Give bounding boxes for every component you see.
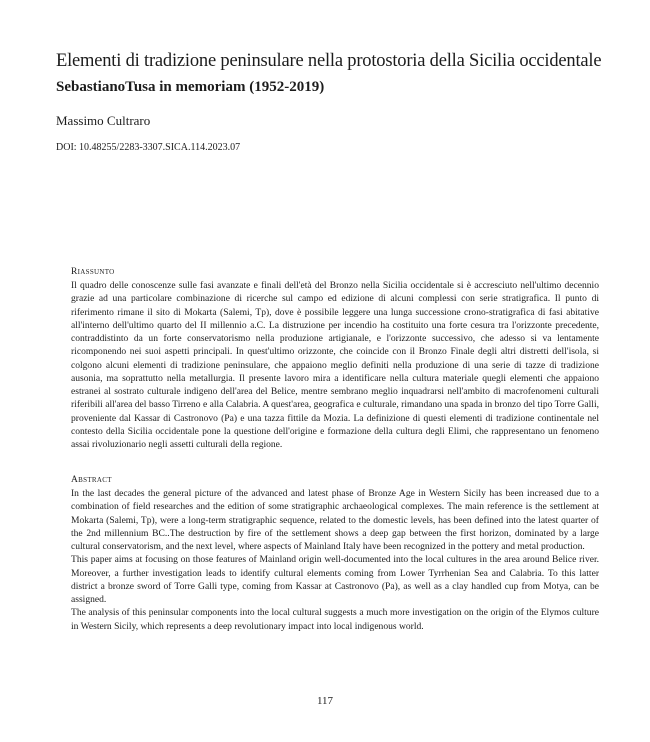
riassunto-text: Il quadro delle conoscenze sulle fasi avanzate e finali dell'età del Bronzo nella Sicilia occidentale si è accresciuto nell'ultimo decennio grazie ad una particolare combinazione di ricerche sul campo ed edizione di alcuni complessi con serie stratigrafica. Il punto di riferimento rimane il sito di Mokarta (Salemi, Tp), dove è possibile leggere una lunga successione crono-stratigrafica di fasi abitative all'interno dell'ultimo quarto del II millennio a.C. La distruzione per incendio ha costituito una forte cesura tra l'orizzonte precedente, contraddistinto da un forte conservatorismo nella produzione artigianale, e l'orizzonte successivo, che adesso si va lentamente ricomponendo nei suoi aspetti principali. In quest'ultimo orizzonte, che coincide con il Bronzo Finale degli altri distretti dell'isola, si colgono alcuni elementi di tradizione peninsulare, che appaiono meglio definiti nella produzione di una serie di tazze di tradizione ausonia, ma soprattutto nella metallurgia. Il presente lavoro mira a identificare nella cultura materiale quegli elementi che appaiono estranei al sostrato culturale indigeno dell'area del Belice, mentre sembrano meglio inquadrarsi nell'ambito di macrofenomeni culturali riferibili all'area del basso Tirreno e alla Calabria. A quest'area, geografica e culturale, rimandano una spada in bronzo del tipo Torre Galli, proveniente dal Kassar di Castronovo (Pa) e una tazza fittile da Mozia. La definizione di questi elementi di tradizione continentale nel contesto della Sicilia occidentale pone la questione dell'origine e formazione della cultura degli Elimi, che rappresentano un fenomeno assai rivoluzionario negli assetti culturali della regione. [71,280,599,450]
doi-identifier: DOI: 10.48255/2283-3307.SICA.114.2023.07 [56,142,241,153]
abstract-heading: Abstract [71,475,112,485]
abstract-paragraph: In the last decades the general picture of the advanced and latest phase of Bronze Age in Western Sicily has been increased due to a combination of field researches and the edition of some stratigraphic archaeological complexes. The main reference is the settlement at Mokarta (Salemi, Tp), were a long-term stratigraphic sequence, related to the domestic levels, has been defined into the latest quarter of the 2nd millennium BC..The destruction by fire of the settlement shows a deep gap between the first horizon, dominated by a large cultural conservatorism, and the next level, where aspects of Mainland Italy have been recognized in the pottery and metal production. [71,488,599,552]
riassunto-section [71,266,599,451]
riassunto-heading: Riassunto [71,267,115,277]
abstract-paragraph: The analysis of this peninsular components into the local cultural suggests a much more investigation on the origin of the Elymos culture in Western Sicily, which represents a deep revolutionary impact into local indigenous world. [71,607,599,632]
article-title: Elementi di tradizione peninsulare nella protostoria della Sicilia occidentale [56,51,602,71]
abstract-paragraph: This paper aims at focusing on those features of Mainland origin well-documented into the local cultures in the area around Belice river. Moreover, a further investigation leads to identify cultural elements coming from Lower Tyrrhenian Sea and Calabria. To this latter district a bronze sword of Torre Galli type, coming from Kassar at Castronovo (Pa), as well as a clay handled cup from Motya, can be assigned. [71,554,599,605]
page-number: 117 [316,695,334,707]
article-subtitle: SebastianoTusa in memoriam (1952-2019) [56,79,325,95]
abstract-section [71,474,599,633]
author-name: Massimo Cultraro [56,113,151,128]
